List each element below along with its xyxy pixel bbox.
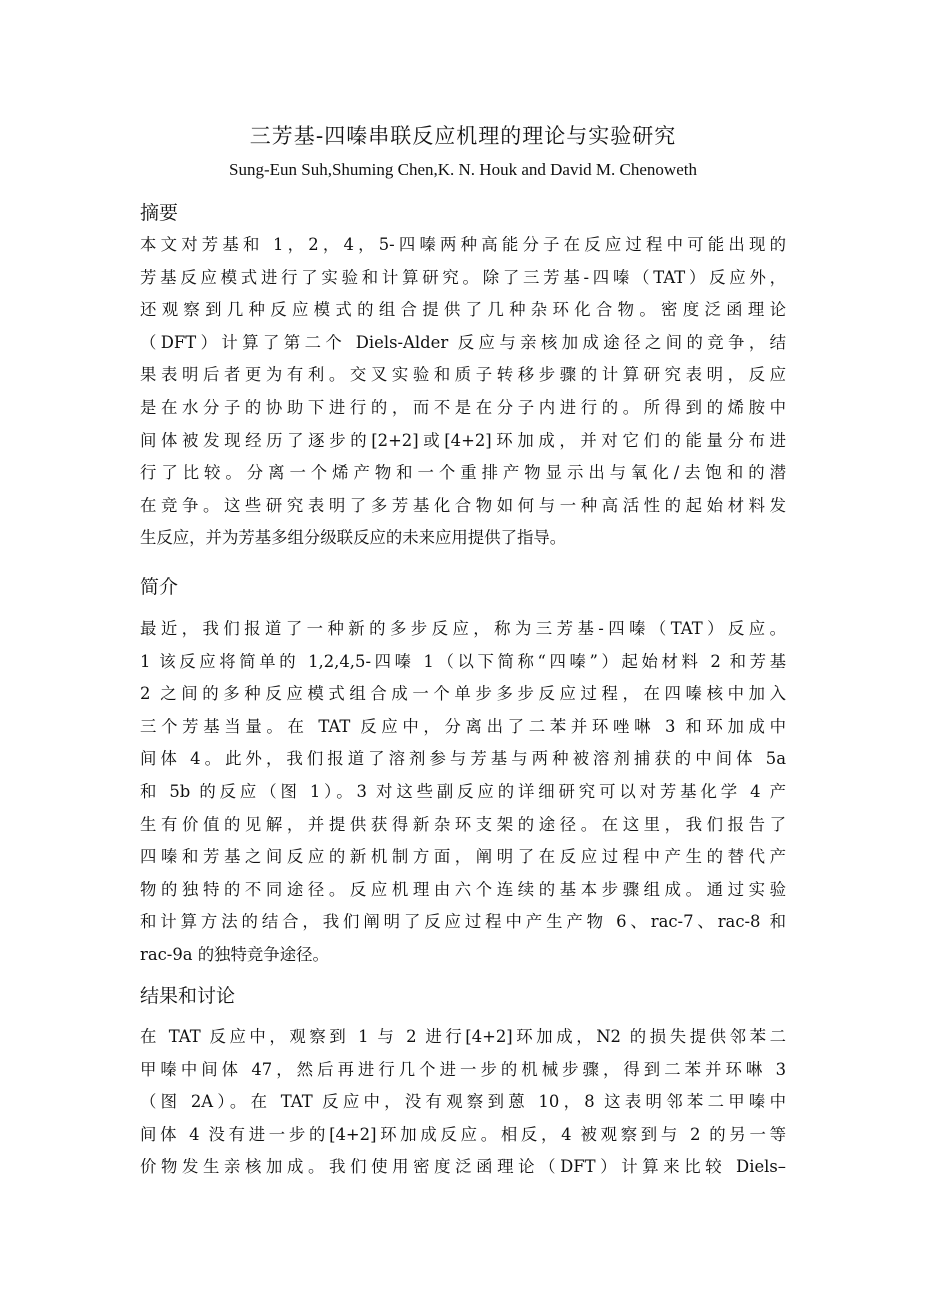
text-line: 三个芳基当量。在 TAT 反应中，分离出了二苯并环唑啉 3 和环加成中 bbox=[140, 716, 786, 736]
paper-authors: Sung-Eun Suh,Shuming Chen,K. N. Houk and David M. Chenoweth bbox=[229, 160, 697, 179]
text-line: 生有价值的见解，并提供获得新杂环支架的途径。在这里，我们报告了 bbox=[140, 814, 786, 834]
text-line: 1 该反应将简单的 1,2,4,5-四嗪 1（以下简称“四嗪”）起始材料 2 和芳基 bbox=[140, 651, 786, 671]
text-line: 芳基反应模式进行了实验和计算研究。除了三芳基-四嗪（TAT）反应外， bbox=[140, 267, 786, 287]
text-line: 价物发生亲核加成。我们使用密度泛函理论（DFT）计算来比较 Diels– bbox=[140, 1157, 786, 1177]
text-line: 甲嗪中间体 47，然后再进行几个进一步的机械步骤，得到二苯并环啉 3 bbox=[140, 1059, 786, 1079]
text-line: 四嗪和芳基之间反应的新机制方面，阐明了在反应过程中产生的替代产 bbox=[140, 847, 786, 867]
text-line: 间体被发现经历了逐步的[2+2]或[4+2]环加成，并对它们的能量分布进 bbox=[140, 430, 786, 450]
section-heading-abstract: 摘要 bbox=[140, 202, 179, 224]
text-line: （图 2A）。在 TAT 反应中，没有观察到蒽 10，8 这表明邻苯二甲嗪中 bbox=[140, 1092, 786, 1112]
text-line: 最近，我们报道了一种新的多步反应，称为三芳基-四嗪（TAT）反应。 bbox=[140, 619, 786, 638]
text-line: 和计算方法的结合，我们阐明了反应过程中产生产物 6、rac-7、rac-8 和 bbox=[140, 912, 786, 932]
text-line: 本文对芳基和 1，2，4，5-四嗪两种高能分子在反应过程中可能出现的 bbox=[140, 235, 786, 254]
text-line: 在 TAT 反应中，观察到 1 与 2 进行[4+2]环加成，N2 的损失提供邻苯二 bbox=[140, 1027, 786, 1046]
text-line: 间体 4 没有进一步的[4+2]环加成反应。相反，4 被观察到与 2 的另一等 bbox=[140, 1124, 786, 1144]
text-line: 间体 4。此外，我们报道了溶剂参与芳基与两种被溶剂捕获的中间体 5a bbox=[140, 749, 786, 769]
text-line: 生反应，并为芳基多组分级联反应的未来应用提供了指导。 bbox=[140, 528, 567, 548]
section-heading-results: 结果和讨论 bbox=[140, 985, 236, 1007]
section-heading-introduction: 简介 bbox=[140, 576, 179, 598]
introduction-paragraph bbox=[140, 613, 786, 972]
text-line: 2 之间的多种反应模式组合成一个单步多步反应过程，在四嗪核中加入 bbox=[140, 684, 786, 704]
text-line: 还观察到几种反应模式的组合提供了几种杂环化合物。密度泛函理论 bbox=[140, 300, 786, 320]
text-line: rac-9a 的独特竞争途径。 bbox=[140, 944, 329, 964]
text-line: 果表明后者更为有利。交叉实验和质子转移步骤的计算研究表明，反应 bbox=[140, 365, 786, 385]
text-line: 在竞争。这些研究表明了多芳基化合物如何与一种高活性的起始材料发 bbox=[140, 495, 786, 515]
text-line: 和 5b 的反应（图 1）。3 对这些副反应的详细研究可以对芳基化学 4 产 bbox=[140, 781, 786, 801]
text-line: （DFT）计算了第二个 Diels-Alder 反应与亲核加成途径之间的竞争，结 bbox=[140, 332, 786, 352]
abstract-paragraph bbox=[140, 229, 786, 555]
text-line: 物的独特的不同途径。反应机理由六个连续的基本步骤组成。通过实验 bbox=[140, 879, 786, 899]
paper-title: 三芳基-四嗪串联反应机理的理论与实验研究 bbox=[249, 124, 677, 148]
text-line: 行了比较。分离一个烯产物和一个重排产物显示出与氧化/去饱和的潜 bbox=[140, 463, 786, 483]
results-paragraph bbox=[140, 1021, 786, 1184]
text-line: 是在水分子的协助下进行的，而不是在分子内进行的。所得到的烯胺中 bbox=[140, 397, 786, 417]
